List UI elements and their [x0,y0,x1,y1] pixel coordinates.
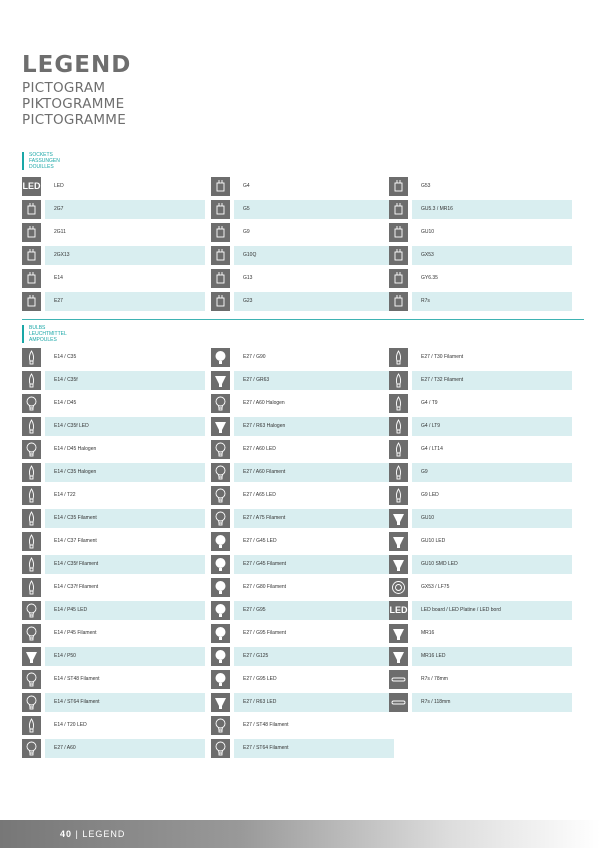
legend-row [211,269,394,288]
legend-label: E27 / G95 LED [243,676,277,682]
reflector-bulb-icon [22,647,41,666]
tube-led-icon [22,716,41,735]
row-background [412,624,572,643]
page-subtitle-en: PICTOGRAM [22,80,106,96]
spot-bulb-icon [389,509,408,528]
legend-row [211,348,394,367]
legend-label: E27 / T30 Filament [421,354,464,360]
led-icon-text: LED [389,605,408,615]
row-background [234,177,394,196]
legend-row [389,532,572,551]
legend-label: E27 / A75 Filament [243,515,286,521]
legend-label: E27 / A60 Filament [243,469,286,475]
page-footer [0,820,600,848]
globe-filament-icon [211,555,230,574]
socket-2g11-icon [22,223,41,242]
bulbs-heading-de: LEUCHTMITTEL [29,331,67,337]
bulbs-column-1 [22,348,205,762]
row-background [45,200,205,219]
legend-label: G10Q [243,252,257,258]
legend-label: R7s / 78mm [421,676,448,682]
legend-row [211,601,394,620]
legend-label: 2G11 [54,229,66,235]
linear-bulb-icon [389,693,408,712]
globe-bulb-icon [211,647,230,666]
socket-g9-icon [211,223,230,242]
legend-row [389,394,572,413]
socket-g23-icon [211,292,230,311]
row-background [234,292,394,311]
capsule-bulb-icon [389,417,408,436]
legend-row [211,716,394,735]
legend-row [211,578,394,597]
legend-row [211,486,394,505]
round-bulb-icon [22,394,41,413]
legend-label: E27 / R63 Halogen [243,423,286,429]
legend-label: E27 / R63 LED [243,699,277,705]
legend-row [211,177,394,196]
legend-row [389,486,572,505]
capsule-bulb-icon [389,440,408,459]
legend-label: GU10 SMD LED [421,561,458,567]
legend-row [22,463,205,482]
socket-r7s-icon [389,292,408,311]
legend-label: E14 / C35f Filament [54,561,99,567]
legend-row [22,693,205,712]
legend-row [22,670,205,689]
legend-label: E14 / C35 Filament [54,515,97,521]
legend-row [211,670,394,689]
legend-row [22,394,205,413]
row-background [412,177,572,196]
sockets-section-heading [22,152,60,170]
row-background [412,463,572,482]
legend-label: E14 / C35f [54,377,78,383]
legend-label: E14 / C35 [54,354,77,360]
legend-label: E14 / C37 Filament [54,538,97,544]
legend-row [22,509,205,528]
row-background [412,246,572,265]
legend-label: G5 [243,206,250,212]
capsule-bulb-icon [389,463,408,482]
reflector-led-icon [211,693,230,712]
legend-row [389,269,572,288]
flame-bulb-icon [22,371,41,390]
row-background [234,223,394,242]
legend-label: E27 / ST48 Filament [243,722,289,728]
legend-label: E27 / A60 [54,745,76,751]
globe-filament-icon [211,578,230,597]
candle-bulb-icon [22,348,41,367]
legend-label: G4 [243,183,250,189]
legend-label: GU10 [421,229,435,235]
legend-label: E27 / G45 Filament [243,561,287,567]
st-filament-icon [211,739,230,758]
legend-row [211,555,394,574]
legend-row [211,223,394,242]
sockets-column-3 [389,177,572,315]
legend-label: R7s / 118mm [421,699,451,705]
legend-row [211,246,394,265]
footer-text [60,820,125,848]
legend-label: E14 / P45 Filament [54,630,97,636]
legend-label: R7s [421,298,430,304]
legend-label: E14 / C37f Filament [54,584,99,590]
legend-row [22,200,205,219]
page-subtitle-fr: PICTOGRAMME [22,112,127,128]
row-background [412,223,572,242]
socket-e14-icon [22,269,41,288]
legend-row [211,647,394,666]
legend-label: E14 / C35 Halogen [54,469,97,475]
standard-led-icon [211,440,230,459]
flame-filament-icon [22,555,41,574]
legend-row [389,693,572,712]
reflector-bulb-icon [211,417,230,436]
standard-bulb-icon [211,394,230,413]
legend-row [22,532,205,551]
legend-label: GU5.3 / MR16 [421,206,453,212]
legend-row [22,578,205,597]
round-filament-icon [22,624,41,643]
row-background [234,200,394,219]
row-background [45,223,205,242]
bulbs-heading-en: BULBS [29,325,46,331]
legend-label: MR16 [421,630,435,636]
legend-label: E27 / G95 [243,607,266,613]
row-background [234,246,394,265]
led-icon-text: LED [22,181,41,191]
legend-label: G9 [243,229,250,235]
socket-g4-icon [211,177,230,196]
spot-led-icon [389,647,408,666]
legend-row [389,223,572,242]
legend-row [22,601,205,620]
footer-section-title: LEGEND [82,829,126,839]
legend-label: G4 / LT9 [421,423,441,429]
round-bulb-icon [22,440,41,459]
legend-row [211,532,394,551]
legend-label: G4 / LT14 [421,446,443,452]
legend-row [211,624,394,643]
globe-led-icon [211,670,230,689]
socket-gx53-icon [389,246,408,265]
legend-row [22,624,205,643]
socket-g5-icon [211,200,230,219]
legend-label: E14 / ST64 Filament [54,699,100,705]
legend-row [22,348,205,367]
tube-filament-icon [389,371,408,390]
legend-row [22,417,205,436]
legend-row [389,292,572,311]
legend-row [389,578,572,597]
legend-row [389,440,572,459]
legend-row [22,177,205,196]
legend-label: G23 [243,298,253,304]
standard-led-icon [211,486,230,505]
legend-label: GX53 / LF75 [421,584,450,590]
legend-label: GU10 LED [421,538,446,544]
legend-label: E27 / G80 Filament [243,584,287,590]
legend-label: E14 / C35f LED [54,423,89,429]
page-number: 40 [60,829,73,839]
row-background [45,292,205,311]
socket-2g7-icon [22,200,41,219]
round-led-icon [22,601,41,620]
legend-row [211,440,394,459]
reflector-bulb-icon [211,371,230,390]
footer-separator: | [75,829,79,839]
page-subtitle-de: PIKTOGRAMME [22,96,125,112]
tube-bulb-icon [22,486,41,505]
st-filament-icon [22,693,41,712]
spot-bulb-icon [389,624,408,643]
legend-row [22,486,205,505]
legend-row [22,371,205,390]
legend-row [211,417,394,436]
legend-label: E14 [54,275,63,281]
legend-row [22,739,205,758]
socket-g13-icon [211,269,230,288]
legend-label: GU10 [421,515,435,521]
legend-label: E14 / T20 LED [54,722,87,728]
legend-row [389,509,572,528]
socket-g53-icon [389,177,408,196]
legend-label: E27 [54,298,63,304]
led-text-icon [22,177,41,196]
legend-label: G4 / T9 [421,400,438,406]
legend-label: G53 [421,183,431,189]
legend-row [389,177,572,196]
row-background [412,292,572,311]
spot-led-icon [389,532,408,551]
legend-row [389,417,572,436]
legend-row [211,292,394,311]
legend-label: E27 / G45 LED [243,538,277,544]
row-background [234,269,394,288]
legend-row [22,647,205,666]
bulbs-section-heading [22,325,67,343]
legend-label: E27 / ST64 Filament [243,745,289,751]
sockets-heading-de: FASSUNGEN [29,158,60,164]
sockets-column-1 [22,177,205,315]
candle-led-icon [22,417,41,436]
standard-bulb-icon [22,739,41,758]
row-background [412,509,572,528]
legend-row [211,509,394,528]
legend-label: LED [54,183,64,189]
socket-2gx13-icon [22,246,41,265]
legend-label: LED board / LED Platine / LED bord [421,607,501,613]
legend-label: G13 [243,275,253,281]
spot-smd-icon [389,555,408,574]
flame-filament-icon [22,578,41,597]
legend-label: G9 LED [421,492,439,498]
legend-label: E14 / ST48 Filament [54,676,100,682]
candle-filament-icon [22,532,41,551]
legend-label: E14 / D45 Halogen [54,446,97,452]
legend-row [389,463,572,482]
legend-label: GX53 [421,252,434,258]
sockets-heading-fr: DOUILLES [29,164,54,170]
globe-led-icon [211,532,230,551]
socket-e27-icon [22,292,41,311]
row-background [45,269,205,288]
legend-label: E27 / GR63 [243,377,270,383]
legend-row [22,292,205,311]
legend-label: E27 / G125 [243,653,269,659]
legend-row [389,670,572,689]
bulbs-heading-fr: AMPOULES [29,337,57,343]
globe-bulb-icon [211,601,230,620]
globe-bulb-icon [211,348,230,367]
page-title: LEGEND [22,52,132,78]
legend-label: E14 / T22 [54,492,76,498]
legend-label: E27 / T32 Filament [421,377,464,383]
legend-row [389,246,572,265]
section-divider [22,319,584,320]
candle-filament-icon [22,509,41,528]
legend-row [389,647,572,666]
capsule-led-icon [389,486,408,505]
led-text-icon [389,601,408,620]
standard-filament-icon [211,463,230,482]
legend-label: G9 [421,469,428,475]
legend-row [389,348,572,367]
legend-row [211,739,394,758]
legend-label: E27 / A65 LED [243,492,276,498]
legend-row [211,463,394,482]
legend-label: E27 / G90 [243,354,266,360]
legend-label: MR16 LED [421,653,446,659]
legend-row [389,601,572,620]
tube-filament-icon [389,348,408,367]
bulbs-column-2 [211,348,394,762]
legend-label: 2GX13 [54,252,70,258]
legend-row [211,200,394,219]
row-background [45,177,205,196]
bulbs-column-3 [389,348,572,716]
legend-row [211,693,394,712]
disc-bulb-icon [389,578,408,597]
legend-label: E27 / A60 Halogen [243,400,285,406]
legend-row [389,200,572,219]
legend-label: E14 / P45 LED [54,607,88,613]
st-filament-icon [211,716,230,735]
legend-label: E27 / G95 Filament [243,630,287,636]
legend-row [211,394,394,413]
linear-bulb-icon [389,670,408,689]
sockets-heading-en: SOCKETS [29,152,53,158]
st-filament-icon [22,670,41,689]
socket-gu10-icon [389,223,408,242]
legend-row [22,716,205,735]
legend-row [389,624,572,643]
sockets-column-2 [211,177,394,315]
legend-label: E14 / P50 [54,653,76,659]
legend-row [389,371,572,390]
legend-row [22,269,205,288]
legend-row [22,555,205,574]
legend-label: E27 / A60 LED [243,446,276,452]
legend-row [22,246,205,265]
socket-gy635-icon [389,269,408,288]
legend-row [389,555,572,574]
globe-filament-icon [211,624,230,643]
standard-filament-icon [211,509,230,528]
capsule-bulb-icon [389,394,408,413]
legend-row [22,223,205,242]
socket-gu53-icon [389,200,408,219]
candle-bulb-icon [22,463,41,482]
legend-label: E14 / D45 [54,400,77,406]
legend-label: GY6.35 [421,275,438,281]
socket-g10q-icon [211,246,230,265]
legend-label: 2G7 [54,206,64,212]
legend-row [22,440,205,459]
legend-row [211,371,394,390]
